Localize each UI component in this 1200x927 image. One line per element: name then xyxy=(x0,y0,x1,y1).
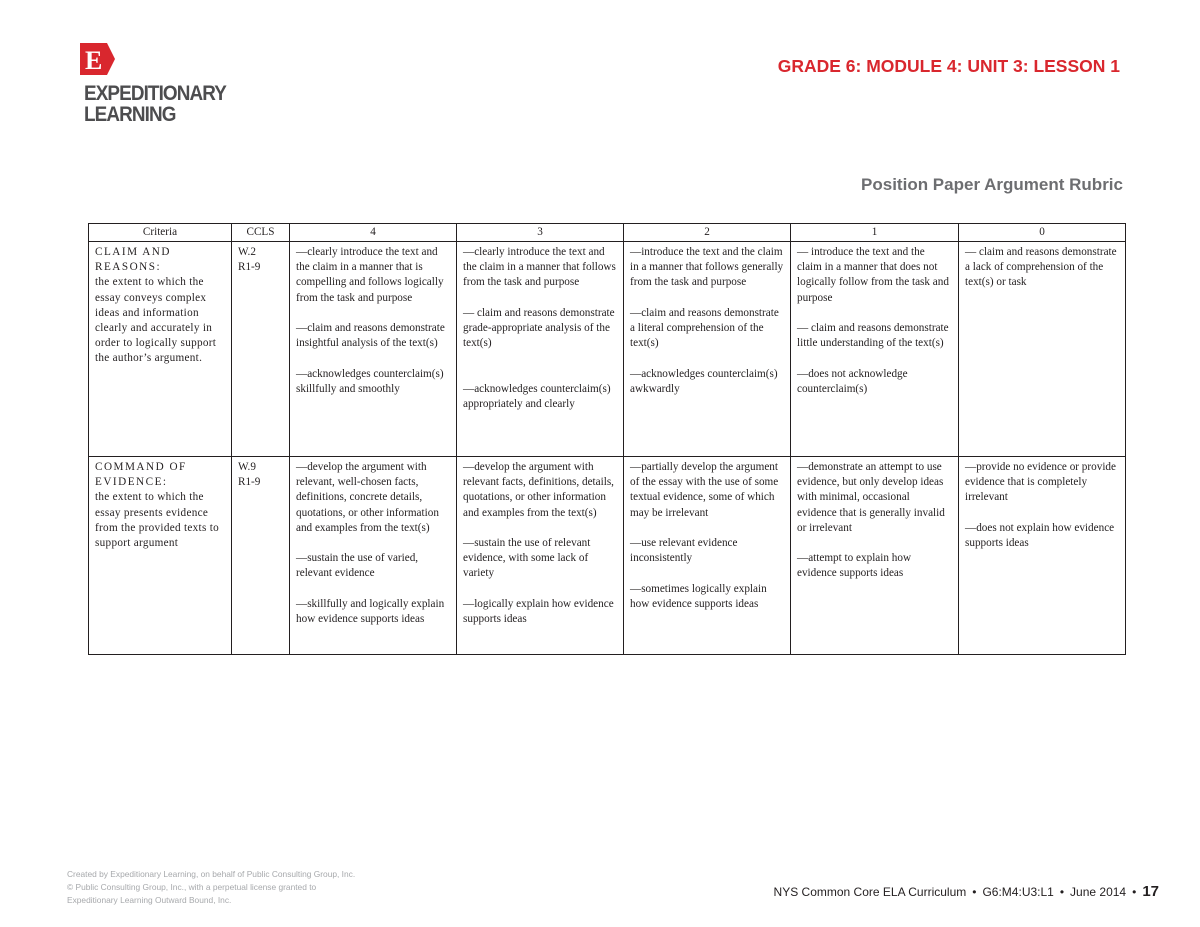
brand-line-1: EXPEDITIONARY xyxy=(84,82,226,105)
footer-credit-line: Expeditionary Learning Outward Bound, Inc. xyxy=(67,895,232,905)
footer-separator: • xyxy=(1132,885,1137,899)
footer-code: G6:M4:U3:L1 xyxy=(982,885,1054,899)
table-row-claim-and-reasons xyxy=(89,242,1126,457)
footer-curriculum-info xyxy=(774,883,1159,900)
score-3-cell xyxy=(457,457,624,655)
score-4-cell xyxy=(290,457,457,655)
rubric-title: Position Paper Argument Rubric xyxy=(861,175,1123,194)
criteria-title: COMMAND OF EVIDENCE: xyxy=(95,461,187,489)
descriptor: —claim and reasons demonstrate insightful analysis of the text(s) xyxy=(296,322,445,350)
criteria-description: the extent to which the essay presents evidence from the provided texts to support argument xyxy=(95,491,220,550)
descriptor: —sustain the use of varied, relevant evidence xyxy=(296,552,419,580)
ccls-cell xyxy=(232,457,290,655)
page-number: 17 xyxy=(1142,883,1159,900)
header-score-1: 1 xyxy=(791,224,959,242)
score-0-cell xyxy=(959,242,1126,457)
header-score-3: 3 xyxy=(457,224,624,242)
score-2-cell xyxy=(624,457,791,655)
score-4-cell xyxy=(290,242,457,457)
descriptor: —develop the argument with relevant facts, definitions, details, quotations, or other information and examples from the text(s) xyxy=(463,461,614,519)
criteria-cell xyxy=(89,457,232,655)
ccls-code: W.9 xyxy=(238,461,256,473)
descriptor: —sometimes logically explain how evidence supports ideas xyxy=(630,582,767,610)
footer-separator: • xyxy=(972,885,977,899)
score-2-cell xyxy=(624,242,791,457)
descriptor: —demonstrate an attempt to use evidence, but only develop ideas with minimal, occasional evidence that is generally invalid or irrelevant xyxy=(797,461,945,534)
descriptor: —claim and reasons demonstrate a literal comprehension of the text(s) xyxy=(630,306,779,350)
score-1-cell xyxy=(791,457,959,655)
svg-text:E: E xyxy=(85,46,103,75)
descriptor: — claim and reasons demonstrate grade-appropriate analysis of the text(s) xyxy=(463,306,615,350)
footer-date: June 2014 xyxy=(1070,885,1127,899)
header-score-0: 0 xyxy=(959,224,1126,242)
descriptor: —sustain the use of relevant evidence, with some lack of variety xyxy=(463,537,591,580)
rubric-table xyxy=(88,223,1126,655)
ccls-code: R1-9 xyxy=(238,261,261,274)
lesson-title: GRADE 6: MODULE 4: UNIT 3: LESSON 1 xyxy=(777,56,1120,76)
footer-curriculum: NYS Common Core ELA Curriculum xyxy=(773,885,967,899)
descriptor: — claim and reasons demonstrate a lack of comprehension of the text(s) or task xyxy=(965,246,1117,289)
footer-credit-line: Created by Expeditionary Learning, on behalf of Public Consulting Group, Inc. xyxy=(67,869,356,879)
header-ccls: CCLS xyxy=(232,224,290,242)
descriptor: —provide no evidence or provide evidence that is completely irrelevant xyxy=(965,461,1116,504)
score-1-cell xyxy=(791,242,959,457)
descriptor: —clearly introduce the text and the claim in a manner that is compelling and follows logically from the task and purpose xyxy=(296,246,444,304)
descriptor: —partially develop the argument of the essay with the use of some textual evidence, some of which may be irrelevant xyxy=(630,461,779,519)
descriptor: —introduce the text and the claim in a manner that follows generally from the task and purpose xyxy=(630,246,784,289)
descriptor: —does not acknowledge counterclaim(s) xyxy=(797,367,908,395)
ccls-code: W.2 xyxy=(238,246,256,258)
criteria-description: the extent to which the essay conveys complex ideas and information clearly and accurately in order to logically support the author’s argument. xyxy=(95,276,217,365)
header-score-2: 2 xyxy=(624,224,791,242)
descriptor: —use relevant evidence inconsistently xyxy=(630,537,738,565)
header-criteria: Criteria xyxy=(89,224,232,242)
table-row-command-of-evidence xyxy=(89,457,1126,655)
descriptor: —acknowledges counterclaim(s) awkwardly xyxy=(630,367,778,395)
footer-credits xyxy=(67,868,355,907)
score-0-cell xyxy=(959,457,1126,655)
ccls-code: R1-9 xyxy=(238,476,261,489)
score-3-cell xyxy=(457,242,624,457)
footer-credit-line: © Public Consulting Group, Inc., with a perpetual license granted to xyxy=(67,882,317,892)
brand-name xyxy=(84,83,264,125)
brand-line-2: LEARNING xyxy=(84,103,176,126)
descriptor: —attempt to explain how evidence supports ideas xyxy=(797,552,912,580)
table-header-row xyxy=(89,224,1126,242)
criteria-title: CLAIM AND REASONS: xyxy=(95,246,171,274)
header-score-4: 4 xyxy=(290,224,457,242)
criteria-cell xyxy=(89,242,232,457)
expeditionary-learning-e-logo-icon xyxy=(76,43,116,75)
descriptor: —skillfully and logically explain how evidence supports ideas xyxy=(296,597,445,625)
descriptor: —acknowledges counterclaim(s) skillfully and smoothly xyxy=(296,367,444,395)
descriptor: —develop the argument with relevant, well-chosen facts, definitions, concrete details, quotations, or other information and examples from the text(s) xyxy=(296,461,439,534)
descriptor: — introduce the text and the claim in a manner that does not logically follow from the task and purpose xyxy=(797,246,949,304)
descriptor: — claim and reasons demonstrate little understanding of the text(s) xyxy=(797,322,949,350)
ccls-cell xyxy=(232,242,290,457)
descriptor: —does not explain how evidence supports ideas xyxy=(965,521,1115,549)
descriptor: —clearly introduce the text and the claim in a manner that follows from the task and purpose xyxy=(463,246,616,289)
footer-separator: • xyxy=(1059,885,1065,899)
descriptor: —logically explain how evidence supports ideas xyxy=(463,597,614,625)
descriptor: —acknowledges counterclaim(s) appropriately and clearly xyxy=(463,382,611,410)
